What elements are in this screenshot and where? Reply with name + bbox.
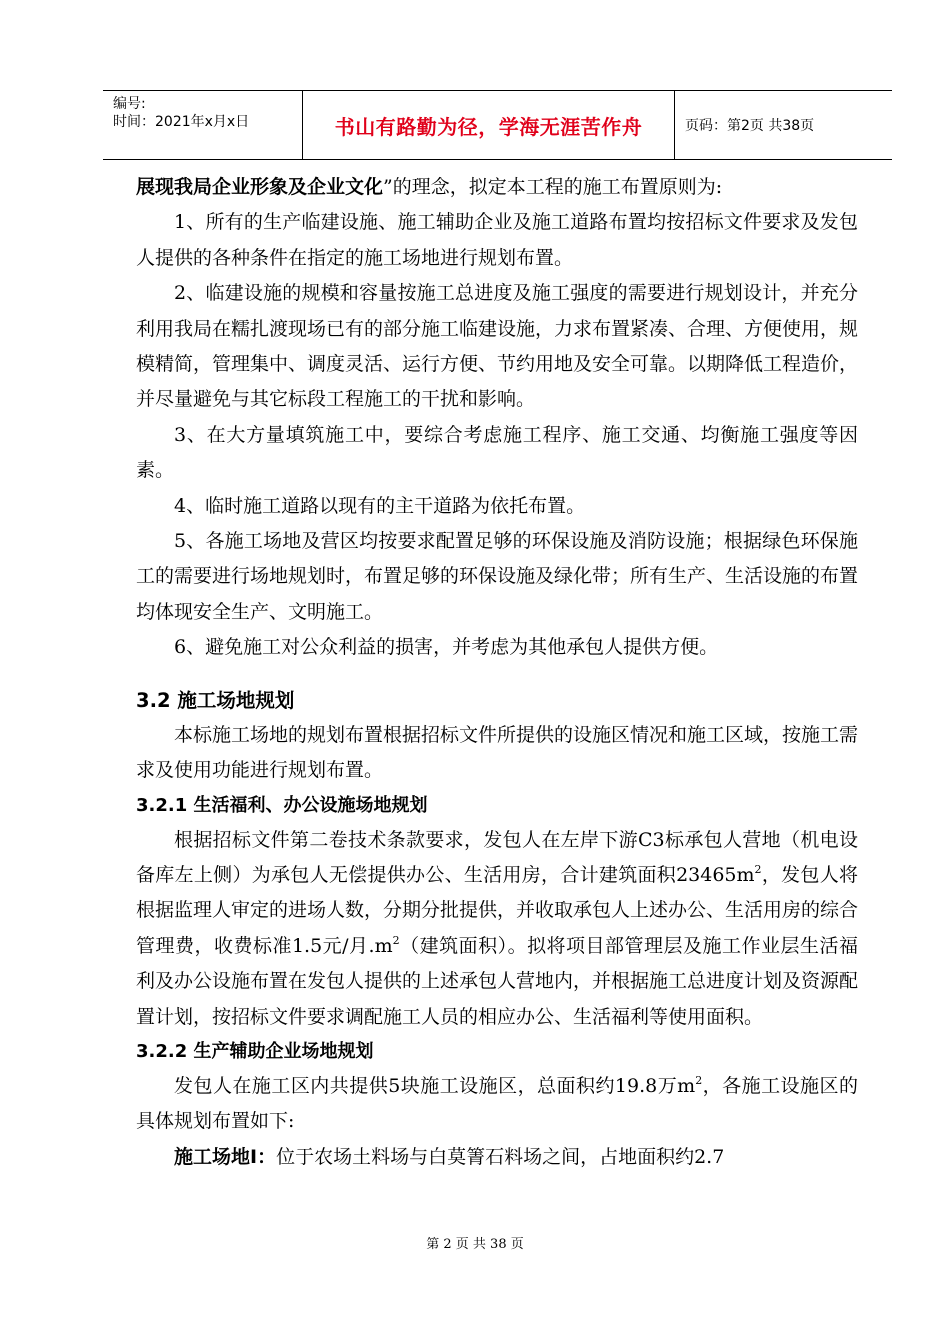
section-heading-3-2: 3.2 施工场地规划	[136, 688, 295, 712]
intro-paragraph	[136, 170, 858, 205]
text-span: ，发包人将根据监理人审定的进场人数，分期分批提供，并收取承包人上述办公、生活用房的综合管理费，收费标准1.5元/月.m	[136, 863, 859, 957]
superscript: 2	[754, 862, 762, 876]
header-meta-cell	[103, 91, 303, 159]
document-number-label: 编号:	[113, 96, 146, 112]
section-3-2-1-paragraph	[136, 823, 858, 1035]
site-1-paragraph	[136, 1140, 858, 1175]
text-span: 根据招标文件第二卷技术条款要求，发包人在左岸下游C3标承包人营地（机电设备库左上侧）为承包人无偿提供办公、生活用房，合计建筑面积23465m	[136, 828, 858, 886]
text-span: 发包人在施工区内共提供5块施工设施区，总面积约19.8万m	[174, 1074, 696, 1097]
superscript: 2	[392, 933, 400, 947]
superscript: 2	[695, 1073, 703, 1087]
principle-5: 5、各施工场地及营区均按要求配置足够的环保设施及消防设施；根据绿色环保施工的需要进行场地规划时，布置足够的环保设施及绿化带；所有生产、生活设施的布置均体现安全生产、文明施工。	[136, 530, 859, 623]
section-heading-3-2-1: 3.2.1 生活福利、办公设施场地规划	[136, 794, 428, 816]
header-page-info: 页码：第2页 共38页	[685, 118, 815, 134]
text-span: （建筑面积）。拟将项目部管理层及施工作业层生活福利及办公设施布置在发包人提供的上述承包人营地内，并根据施工总进度计划及资源配置计划，按招标文件要求调配施工人员的相应办公、生活福利等使用面积。	[136, 934, 859, 1028]
principle-2: 2、临建设施的规模和容量按施工总进度及施工强度的需要进行规划设计，并充分利用我局在糯扎渡现场已有的部分施工临建设施，力求布置紧凑、合理、方便使用，规模精简，管理集中、调度灵活、运行方便、节约用地及安全可靠。以期降低工程造价，并尽量避免与其它标段工程施工的干扰和影响。	[136, 282, 859, 411]
intro-bold-text: 展现我局企业形象及企业文化	[136, 176, 384, 198]
principle-4: 4、临时施工道路以现有的主干道路为依托布置。	[174, 494, 586, 517]
header-slogan: 书山有路勤为径，学海无涯苦作舟	[303, 91, 675, 159]
principle-6: 6、避免施工对公众利益的损害，并考虑为其他承包人提供方便。	[174, 636, 719, 659]
principle-1: 1、所有的生产临建设施、施工辅助企业及施工道路布置均按招标文件要求及发包人提供的各种条件在指定的施工场地进行规划布置。	[136, 211, 858, 269]
page-header	[103, 90, 892, 160]
intro-rest-text: ”的理念，拟定本工程的施工布置原则为:	[383, 176, 723, 198]
page-footer: 第 2 页 共 38 页	[426, 1237, 524, 1252]
text-span: ，各施工设施区的具体规划布置如下:	[136, 1074, 858, 1133]
document-time-label: 时间：2021年x月x日	[113, 114, 250, 130]
site-1-label: 施工场地Ⅰ：	[174, 1145, 277, 1168]
section-3-2-2-paragraph	[136, 1069, 858, 1140]
site-1-text: 位于农场土料场与白莫箐石料场之间，占地面积约2.7	[276, 1145, 725, 1168]
principle-3: 3、在大方量填筑施工中，要综合考虑施工程序、施工交通、均衡施工强度等因素。	[136, 423, 858, 482]
section-3-2-paragraph: 本标施工场地的规划布置根据招标文件所提供的设施区情况和施工区域，按施工需求及使用功能进行规划布置。	[136, 723, 859, 782]
section-heading-3-2-2: 3.2.2 生产辅助企业场地规划	[136, 1040, 374, 1062]
document-body	[136, 170, 858, 1175]
